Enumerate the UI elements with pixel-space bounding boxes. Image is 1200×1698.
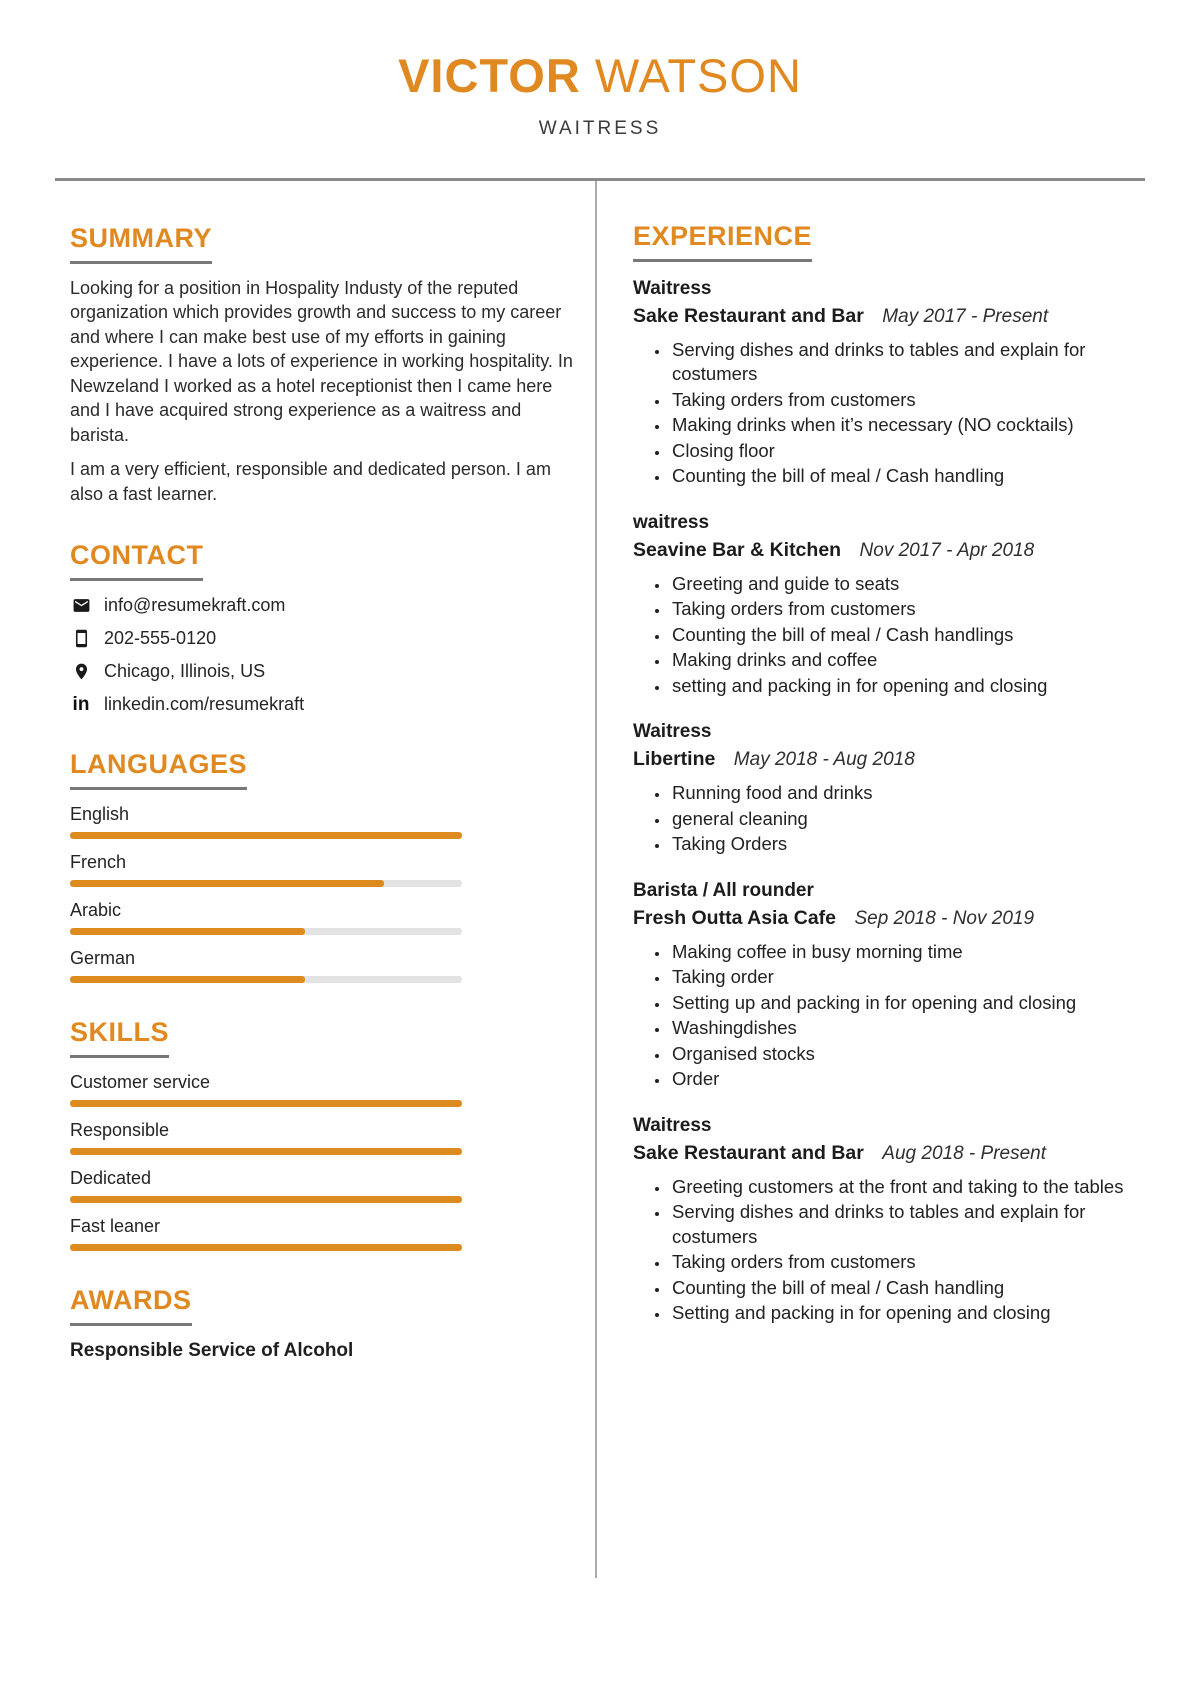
- job-entry: [633, 510, 1145, 699]
- experience-heading: EXPERIENCE: [633, 221, 812, 262]
- contact-item-location: [70, 661, 575, 682]
- language-bar-fill: [70, 976, 305, 983]
- skill-bar-track: [70, 1244, 462, 1251]
- experience-jobs: [633, 276, 1145, 1326]
- language-label: French: [70, 852, 127, 873]
- job-bullets: [633, 338, 1145, 489]
- job-bullet: • Closing floor: [670, 439, 1145, 464]
- job-company: Sake Restaurant and Bar: [633, 1141, 864, 1164]
- skill-bar-fill: [70, 1196, 462, 1203]
- languages-heading: LANGUAGES: [70, 749, 247, 790]
- language-bar-track: [70, 976, 462, 983]
- language-label: German: [70, 948, 136, 969]
- skill-bar-fill: [70, 1148, 462, 1155]
- skill-item: [70, 1072, 575, 1107]
- job-bullets: [633, 940, 1145, 1092]
- summary-paragraph: Looking for a position in Hospality Industy of the reputed organization which provides growth and success to my career and where I can make best use of my efforts in gaining experience. I have a lots of experience in working hospitality. In Newzeland I worked as a hotel receptionist then I came here and I have acquired strong experience as a waitress and barista.: [70, 277, 573, 445]
- language-item: [70, 852, 575, 887]
- job-role: Barista / All rounder: [633, 879, 814, 901]
- job-role: Waitress: [633, 1114, 712, 1136]
- job-bullet: • Making drinks and coffee: [670, 648, 1145, 673]
- contact-item-email: [70, 595, 575, 616]
- job-entry: [633, 1113, 1145, 1326]
- location-icon: [70, 661, 92, 682]
- job-role: waitress: [633, 511, 710, 533]
- job-bullet: • Counting the bill of meal / Cash handling: [670, 1276, 1145, 1301]
- skill-bar-track: [70, 1196, 462, 1203]
- phone-icon: [70, 628, 92, 649]
- skill-label: Responsible: [70, 1120, 170, 1141]
- job-company-line: [633, 537, 1145, 565]
- skill-label: Dedicated: [70, 1168, 152, 1189]
- language-bar-track: [70, 880, 462, 887]
- job-role: Waitress: [633, 277, 712, 299]
- language-label: Arabic: [70, 900, 122, 921]
- language-item: [70, 804, 575, 839]
- job-entry: [633, 276, 1145, 489]
- languages-section: [70, 749, 575, 983]
- job-dates: Aug 2018 - Present: [882, 1142, 1047, 1164]
- job-company: Sake Restaurant and Bar: [633, 304, 864, 327]
- job-bullet: • Making drinks when it’s necessary (NO cocktails): [670, 413, 1145, 438]
- left-column: [55, 181, 595, 1578]
- job-bullet: • Counting the bill of meal / Cash handlings: [670, 623, 1145, 648]
- skill-label: Fast leaner: [70, 1216, 161, 1237]
- job-bullet: • Setting and packing in for opening and closing: [670, 1301, 1145, 1326]
- award-item: Responsible Service of Alcohol: [70, 1340, 354, 1362]
- skills-section: [70, 1017, 575, 1251]
- summary-paragraph: I am a very efficient, responsible and dedicated person. I am also a fast learner.: [70, 459, 551, 504]
- skill-bar-track: [70, 1100, 462, 1107]
- contact-item-linkedin: [70, 694, 575, 715]
- skill-item: [70, 1120, 575, 1155]
- job-dates: May 2017 - Present: [882, 305, 1049, 327]
- job-bullet: • Making coffee in busy morning time: [670, 940, 1145, 965]
- contact-heading: CONTACT: [70, 540, 203, 581]
- contact-location-text: Chicago, Illinois, US: [104, 661, 266, 682]
- job-bullet: • Setting up and packing in for opening and closing: [670, 991, 1145, 1016]
- job-bullet: • Washingdishes: [670, 1016, 1145, 1041]
- contact-linkedin-text: linkedin.com/resumekraft: [104, 694, 305, 715]
- skill-item: [70, 1168, 575, 1203]
- skills-heading: SKILLS: [70, 1017, 169, 1058]
- language-bar-fill: [70, 832, 462, 839]
- skills-list: [70, 1072, 575, 1251]
- job-dates: May 2018 - Aug 2018: [733, 749, 915, 771]
- contact-email-text: info@resumekraft.com: [104, 595, 286, 616]
- summary-text: [70, 276, 575, 507]
- right-column: [597, 181, 1145, 1578]
- skill-bar-track: [70, 1148, 462, 1155]
- contact-section: [70, 540, 575, 715]
- awards-section: [70, 1285, 575, 1362]
- language-item: [70, 948, 575, 983]
- job-bullet: • Serving dishes and drinks to tables and explain for costumers: [670, 1200, 1145, 1249]
- job-company: Libertine: [633, 748, 716, 771]
- job-bullet: • Taking order: [670, 965, 1145, 990]
- job-bullet: • Taking orders from customers: [670, 388, 1145, 413]
- job-company-line: [633, 1140, 1145, 1168]
- job-bullet: • Counting the bill of meal / Cash handling: [670, 464, 1145, 489]
- contact-list: [70, 595, 575, 715]
- job-bullet: • Order: [670, 1067, 1145, 1092]
- language-item: [70, 900, 575, 935]
- job-company: Fresh Outta Asia Cafe: [633, 906, 836, 929]
- job-company-line: [633, 303, 1145, 331]
- job-bullet: • general cleaning: [670, 807, 1145, 832]
- email-icon: [70, 595, 92, 616]
- awards-heading: AWARDS: [70, 1285, 192, 1326]
- language-label: English: [70, 804, 130, 825]
- contact-phone-text: 202-555-0120: [104, 628, 217, 649]
- job-bullets: [633, 781, 1145, 857]
- job-bullet: • Greeting and guide to seats: [670, 572, 1145, 597]
- language-bar-fill: [70, 880, 384, 887]
- job-bullets: [633, 1175, 1145, 1326]
- job-dates: Nov 2017 - Apr 2018: [859, 539, 1035, 561]
- job-company-line: [633, 905, 1145, 933]
- job-bullet: • Organised stocks: [670, 1042, 1145, 1067]
- skill-label: Customer service: [70, 1072, 211, 1093]
- job-entry: [633, 719, 1145, 857]
- job-bullet: • Taking Orders: [670, 832, 1145, 857]
- job-company: Seavine Bar & Kitchen: [633, 538, 842, 561]
- person-name: [0, 50, 1200, 102]
- skill-bar-fill: [70, 1244, 462, 1251]
- skill-item: [70, 1216, 575, 1251]
- job-bullets: [633, 572, 1145, 699]
- contact-item-phone: [70, 628, 575, 649]
- job-company-line: [633, 746, 1145, 774]
- person-job-title: WAITRESS: [538, 117, 662, 139]
- job-bullet: • Taking orders from customers: [670, 597, 1145, 622]
- languages-list: [70, 804, 575, 983]
- last-name: WATSON: [594, 49, 802, 102]
- resume-body: [0, 181, 1200, 1578]
- language-bar-track: [70, 832, 462, 839]
- job-dates: Sep 2018 - Nov 2019: [854, 907, 1035, 929]
- language-bar-track: [70, 928, 462, 935]
- language-bar-fill: [70, 928, 305, 935]
- linkedin-icon: in: [72, 694, 90, 716]
- skill-bar-fill: [70, 1100, 462, 1107]
- job-role: Waitress: [633, 721, 712, 743]
- experience-section: [633, 221, 1145, 1326]
- job-bullet: • Greeting customers at the front and taking to the tables: [670, 1175, 1145, 1200]
- first-name: VICTOR: [398, 49, 581, 102]
- summary-section: [70, 223, 575, 507]
- job-bullet: • Taking orders from customers: [670, 1250, 1145, 1275]
- job-bullet: • setting and packing in for opening and closing: [670, 674, 1145, 699]
- resume-header: [0, 0, 1200, 140]
- summary-heading: SUMMARY: [70, 223, 212, 264]
- job-bullet: • Serving dishes and drinks to tables and explain for costumers: [670, 338, 1145, 387]
- job-entry: [633, 878, 1145, 1092]
- job-bullet: • Running food and drinks: [670, 781, 1145, 806]
